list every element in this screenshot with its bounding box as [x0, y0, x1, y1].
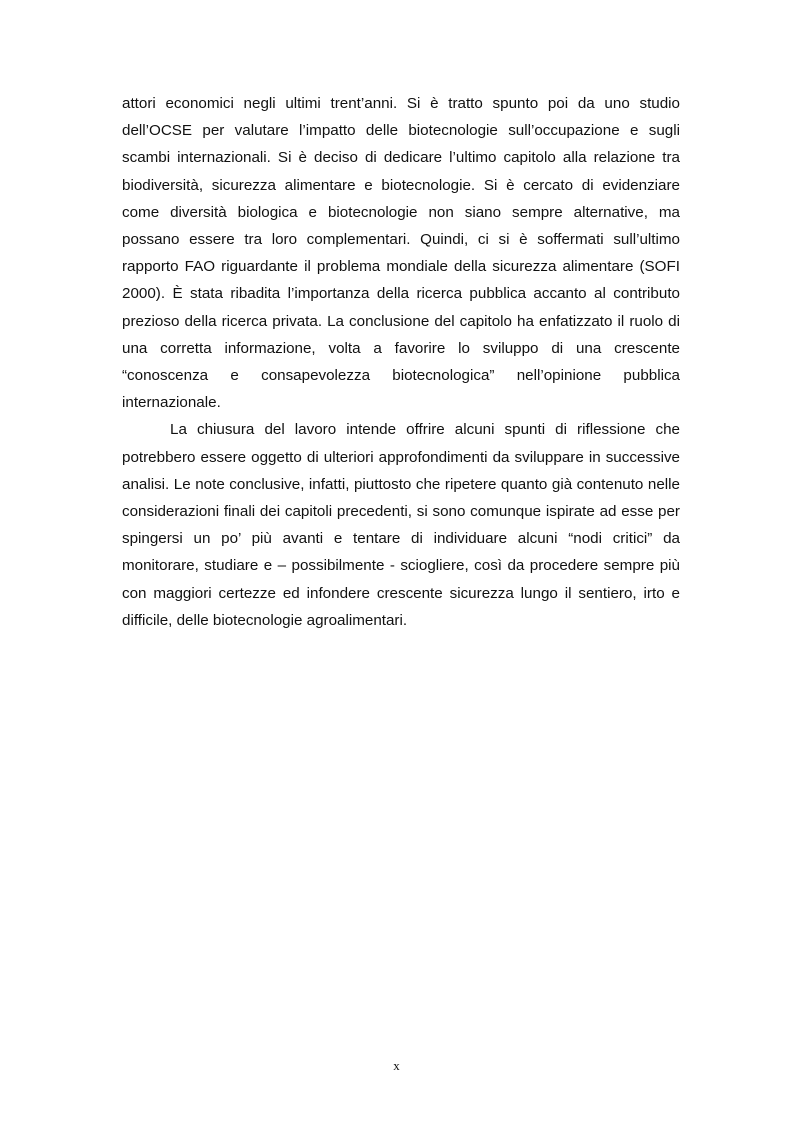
paragraph-continuation: attori economici negli ultimi trent’anni. Si è tratto spunto poi da uno studio dell’OCSE per valutare l’impatto delle biotecnologie sull’occupazione e sugli scambi internazionali. Si è deciso di dedicare l’ultimo capitolo alla relazione tra biodiversità, sicurezza alimentare e biotecnologie. Si è cercato di evidenziare come diversità biologica e biotecnologie non siano sempre alternative, ma possano essere tra loro complementari. Quindi, ci si è soffermati sull’ultimo rapporto FAO riguardante il problema mondiale della sicurezza alimentare (SOFI 2000). È stata ribadita l’importanza della ricerca pubblica accanto al contributo prezioso della ricerca privata. La conclusione del capitolo ha enfatizzato il ruolo di una corretta informazione, volta a favorire lo sviluppo di una crescente “conoscenza e consapevolezza biotecnologica” nell’opinione pubblica internazionale.	[122, 95, 680, 412]
paragraph-conclusion: La chiusura del lavoro intende offrire alcuni spunti di riflessione che potrebbero essere oggetto di ulteriori approfondimenti da sviluppare in successive analisi. Le note conclusive, infatti, piuttosto che ripetere quanto già contenuto nelle considerazioni finali dei capitoli precedenti, si sono comunque ispirate ad esse per spingersi un po’ più avanti e tentare di individuare alcuni “nodi critici” da monitorare, studiare e – possibilmente - sciogliere, così da procedere sempre più con maggiori certezze ed infondere crescente sicurezza lungo il sentiero, irto e difficile, delle biotecnologie agroalimentari.	[122, 421, 680, 629]
page-number: x	[393, 1058, 400, 1073]
body-text	[122, 90, 680, 634]
